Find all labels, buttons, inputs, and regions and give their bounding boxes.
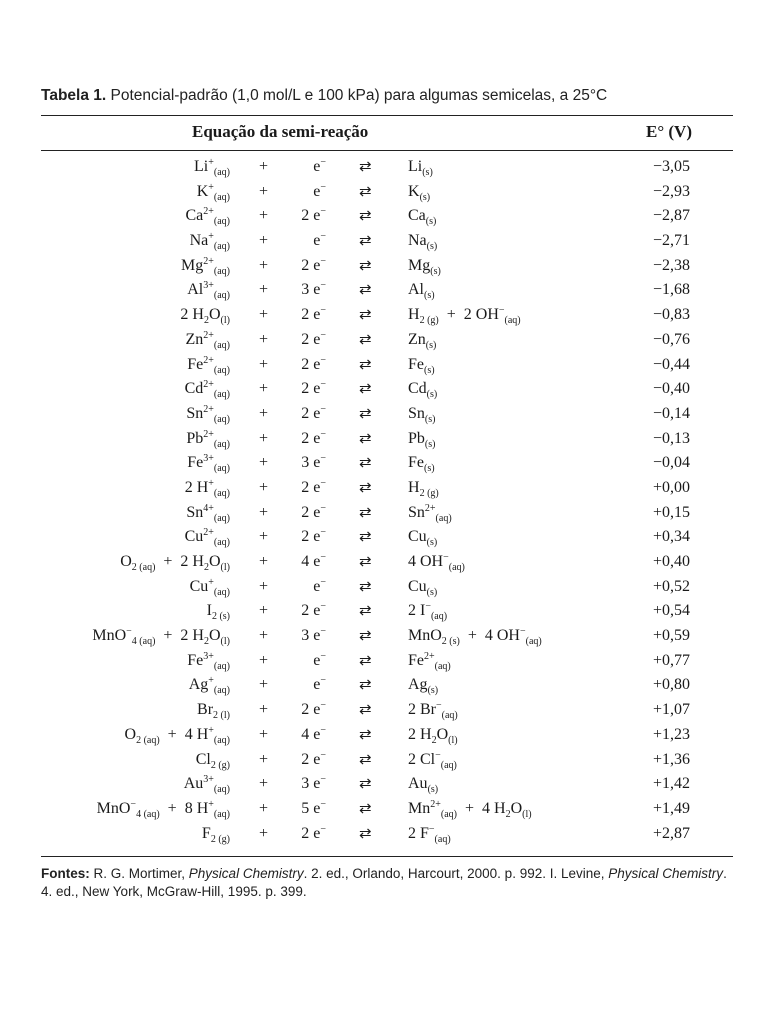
reactant-cell: $Zn^{2+}_{(aq)}$ xyxy=(185,329,230,351)
equilibrium-arrow-icon: ⇄ xyxy=(359,726,372,743)
electrons-cell: 2 e− xyxy=(301,206,326,225)
potential-cell: +0,54 xyxy=(652,602,690,620)
reactant-cell: $Fe^{2+}_{(aq)}$ xyxy=(187,354,230,376)
equilibrium-arrow-icon: ⇄ xyxy=(359,751,372,768)
reactant-cell: MnO−$_{4 (aq)}$ + 8 $H^+_{(aq)}$ xyxy=(96,798,230,820)
table-row xyxy=(0,698,768,723)
potential-cell: +0,00 xyxy=(652,478,690,496)
plus-sign: + xyxy=(259,775,269,793)
sources-note xyxy=(41,865,741,901)
product-cell: 4 $OH^-_{(aq)}$ xyxy=(408,552,465,573)
equilibrium-arrow-icon: ⇄ xyxy=(359,529,372,546)
equilibrium-arrow-icon: ⇄ xyxy=(359,504,372,521)
table-row xyxy=(0,624,768,649)
electrons-cell: 3 e− xyxy=(301,453,326,472)
reactant-cell: $Cd^{2+}_{(aq)}$ xyxy=(184,379,230,401)
product-cell: $Au_{(s)}$ xyxy=(408,775,439,796)
plus-sign: + xyxy=(259,799,269,817)
plus-sign: + xyxy=(259,553,269,570)
table-row xyxy=(0,525,768,550)
reactant-cell: $Sn^{2+}_{(aq)}$ xyxy=(186,403,230,425)
equilibrium-arrow-icon: ⇄ xyxy=(359,405,372,422)
table-body xyxy=(0,155,768,846)
reactant-cell: $Sn^{4+}_{(aq)}$ xyxy=(186,502,230,524)
electrons-cell: 2 e− xyxy=(301,403,326,422)
reactant-cell: $O_{2 (aq)} + 4$ $H^+_{(aq)}$ xyxy=(124,724,230,746)
plus-sign: + xyxy=(259,701,269,719)
potential-cell: −2,93 xyxy=(652,182,690,200)
table-row xyxy=(0,822,768,847)
plus-sign: + xyxy=(259,478,269,496)
table-row xyxy=(0,254,768,279)
reactant-cell: $Cu^{2+}_{(aq)}$ xyxy=(184,527,230,549)
equilibrium-arrow-icon: ⇄ xyxy=(359,554,372,570)
potential-cell: −1,68 xyxy=(652,281,690,299)
equilibrium-arrow-icon: ⇄ xyxy=(359,800,372,817)
table-row xyxy=(0,673,768,698)
table-row xyxy=(0,797,768,822)
equilibrium-arrow-icon: ⇄ xyxy=(359,257,372,274)
product-cell: $Pb_{(s)}$ xyxy=(408,429,436,450)
product-cell: $Al_{(s)}$ xyxy=(408,281,435,302)
caption-label: Tabela 1. xyxy=(41,87,107,104)
potential-cell: −2,38 xyxy=(652,256,690,274)
potential-cell: −0,40 xyxy=(652,380,690,398)
equilibrium-arrow-icon: ⇄ xyxy=(359,677,372,694)
electrons-cell: e− xyxy=(313,675,326,694)
reactant-cell: $K^+_{(aq)}$ xyxy=(196,181,230,203)
product-cell: $H_{2 (g)}$ xyxy=(408,478,439,499)
potential-cell: −0,14 xyxy=(652,404,690,422)
reactant-cell: MnO−$_{4 (aq)}$ + 2 $H_2O_{(l)}$ xyxy=(92,626,230,648)
equilibrium-arrow-icon: ⇄ xyxy=(359,233,372,250)
electrons-cell: 2 e− xyxy=(301,823,326,842)
plus-sign: + xyxy=(259,281,269,299)
plus-sign: + xyxy=(259,158,269,175)
potential-cell: +0,59 xyxy=(652,627,690,645)
product-cell: 2 $F^-_{(aq)}$ xyxy=(408,823,451,845)
potential-cell: +1,36 xyxy=(652,750,690,768)
potential-cell: +1,42 xyxy=(652,775,690,793)
table-row xyxy=(0,575,768,600)
table-row xyxy=(0,278,768,303)
electrons-cell: 4 e− xyxy=(301,724,326,743)
potential-cell: +1,23 xyxy=(652,725,690,743)
product-cell: $Fe^{2+}_{(aq)}$ xyxy=(408,650,451,672)
equilibrium-arrow-icon: ⇄ xyxy=(359,307,372,324)
electrons-cell: 2 e− xyxy=(301,700,326,719)
potential-cell: −2,71 xyxy=(652,232,690,250)
table-row xyxy=(0,303,768,328)
table-row xyxy=(0,599,768,624)
table-caption xyxy=(41,87,607,105)
product-cell: 2 $Cl^-_{(aq)}$ xyxy=(408,749,457,771)
plus-sign: + xyxy=(259,404,269,422)
product-cell: $Mn^{2+}_{(aq)} + 4$ $H_2O_{(l)}$ xyxy=(408,798,532,820)
plus-sign: + xyxy=(259,330,269,348)
electrons-cell: 2 e− xyxy=(301,379,326,398)
electrons-cell: 2 e− xyxy=(301,477,326,496)
reactant-cell: $Al^{3+}_{(aq)}$ xyxy=(187,280,230,302)
product-cell: MnO$_{2 (s)}$ + 4 $OH^-_{(aq)}$ xyxy=(408,626,542,648)
potential-cell: +1,07 xyxy=(652,701,690,719)
table-row xyxy=(0,451,768,476)
table-row xyxy=(0,723,768,748)
sources-title-2: Physical Chemistry xyxy=(608,866,724,881)
potential-cell: +0,15 xyxy=(652,503,690,521)
caption-text: Potencial-padrão (1,0 mol/L e 100 kPa) para algumas semicelas, a 25°C xyxy=(110,87,608,104)
product-cell: 2 $H_2O_{(l)}$ xyxy=(408,725,458,746)
plus-sign: + xyxy=(259,454,269,472)
equilibrium-arrow-icon: ⇄ xyxy=(359,381,372,398)
electrons-cell: e− xyxy=(313,576,326,595)
product-cell: $Cd_{(s)}$ xyxy=(408,380,438,401)
equilibrium-arrow-icon: ⇄ xyxy=(359,479,372,496)
plus-sign: + xyxy=(259,577,269,595)
potential-cell: −0,76 xyxy=(652,330,690,348)
plus-sign: + xyxy=(259,602,269,620)
equilibrium-arrow-icon: ⇄ xyxy=(359,208,372,225)
table-row xyxy=(0,229,768,254)
equilibrium-arrow-icon: ⇄ xyxy=(359,702,372,719)
header-equation: Equação da semi-reação xyxy=(192,122,369,141)
plus-sign: + xyxy=(259,651,269,669)
reactant-cell: $Pb^{2+}_{(aq)}$ xyxy=(186,428,230,450)
electrons-cell: 2 e− xyxy=(301,329,326,348)
potential-cell: +0,34 xyxy=(652,528,690,546)
plus-sign: + xyxy=(259,232,269,250)
table-row xyxy=(0,748,768,773)
reactant-cell: $Cu^+_{(aq)}$ xyxy=(189,576,230,598)
equilibrium-arrow-icon: ⇄ xyxy=(359,455,372,472)
reactant-cell: $Na^+_{(aq)}$ xyxy=(189,231,230,253)
table-row xyxy=(0,377,768,402)
equilibrium-arrow-icon: ⇄ xyxy=(359,578,372,595)
reactant-cell: $F_{2 (g)}$ xyxy=(201,824,230,845)
plus-sign: + xyxy=(259,355,269,373)
product-cell: $K_{(s)}$ xyxy=(408,182,431,203)
reactant-cell: $Au^{3+}_{(aq)}$ xyxy=(183,774,230,796)
equilibrium-arrow-icon: ⇄ xyxy=(359,430,372,447)
table-row xyxy=(0,649,768,674)
potential-cell: −3,05 xyxy=(652,158,690,175)
plus-sign: + xyxy=(259,182,269,200)
electrons-cell: 2 e− xyxy=(301,305,326,324)
product-cell: $Sn^{2+}_{(aq)}$ xyxy=(408,502,452,524)
electrons-cell: 2 e− xyxy=(301,502,326,521)
reactant-cell: $Br_{2 (l)}$ xyxy=(197,701,230,722)
reactant-cell: $Ag^+_{(aq)}$ xyxy=(188,675,230,697)
table-row xyxy=(0,476,768,501)
plus-sign: + xyxy=(259,380,269,398)
product-cell: $Ca_{(s)}$ xyxy=(408,207,437,228)
potential-cell: −2,87 xyxy=(652,207,690,225)
plus-sign: + xyxy=(259,824,269,842)
equilibrium-arrow-icon: ⇄ xyxy=(359,776,372,793)
reactant-cell: $I_{2 (s)}$ xyxy=(206,602,230,623)
potential-cell: −0,04 xyxy=(652,454,690,472)
equilibrium-arrow-icon: ⇄ xyxy=(359,652,372,669)
reactant-cell: $Fe^{3+}_{(aq)}$ xyxy=(187,453,230,475)
equilibrium-arrow-icon: ⇄ xyxy=(359,282,372,299)
product-cell: 2 $Br^-_{(aq)}$ xyxy=(408,700,458,722)
potential-cell: +0,52 xyxy=(652,577,690,595)
electrons-cell: 2 e− xyxy=(301,428,326,447)
product-cell: $Cu_{(s)}$ xyxy=(408,577,438,598)
electrons-cell: 2 e− xyxy=(301,601,326,620)
electrons-cell: e− xyxy=(313,650,326,669)
potential-cell: +0,80 xyxy=(652,676,690,694)
product-cell: $Ag_{(s)}$ xyxy=(408,676,439,697)
reactant-cell: $Fe^{3+}_{(aq)}$ xyxy=(187,650,230,672)
table-row xyxy=(0,204,768,229)
sources-label: Fontes: xyxy=(41,866,90,881)
table-row xyxy=(0,328,768,353)
product-cell: $Fe_{(s)}$ xyxy=(408,355,435,376)
reactant-cell: $O_{2 (aq)} + 2$ $H_2O_{(l)}$ xyxy=(120,553,230,573)
plus-sign: + xyxy=(259,676,269,694)
sources-text-2: . 2. ed., Orlando, Harcourt, 2000. p. 992. I. Levine, xyxy=(303,866,605,881)
equilibrium-arrow-icon: ⇄ xyxy=(359,825,372,842)
equilibrium-arrow-icon: ⇄ xyxy=(359,356,372,373)
top-rule xyxy=(41,115,733,116)
plus-sign: + xyxy=(259,750,269,768)
header-rule xyxy=(41,150,733,151)
equilibrium-arrow-icon: ⇄ xyxy=(359,159,372,175)
reactant-cell: $Cl_{2 (g)}$ xyxy=(195,750,230,771)
plus-sign: + xyxy=(259,306,269,324)
electrons-cell: 4 e− xyxy=(301,552,326,570)
sources-text-1: R. G. Mortimer, xyxy=(93,866,186,881)
reactant-cell: $Li^+_{(aq)}$ xyxy=(194,157,230,178)
product-cell: $Zn_{(s)}$ xyxy=(408,330,437,351)
electrons-cell: e− xyxy=(313,157,326,175)
plus-sign: + xyxy=(259,627,269,645)
product-cell: $Sn_{(s)}$ xyxy=(408,404,436,425)
plus-sign: + xyxy=(259,256,269,274)
product-cell: $H_{2 (g)} + 2$ $OH^-_{(aq)}$ xyxy=(408,305,521,327)
electrons-cell: 2 e− xyxy=(301,749,326,768)
product-cell: $Fe_{(s)}$ xyxy=(408,454,435,475)
electrons-cell: 3 e− xyxy=(301,774,326,793)
table-row xyxy=(0,772,768,797)
potential-cell: +0,40 xyxy=(652,553,690,570)
electrons-cell: e− xyxy=(313,181,326,200)
electrons-cell: 3 e− xyxy=(301,626,326,645)
reactant-cell: 2 $H_2O_{(l)}$ xyxy=(180,306,230,327)
reactant-cell: $Mg^{2+}_{(aq)}$ xyxy=(181,255,230,277)
equilibrium-arrow-icon: ⇄ xyxy=(359,331,372,348)
table-row xyxy=(0,427,768,452)
table-row xyxy=(0,180,768,205)
table-row xyxy=(0,155,768,180)
product-cell: 2 $I^-_{(aq)}$ xyxy=(408,601,448,623)
electrons-cell: 2 e− xyxy=(301,255,326,274)
electrons-cell: 5 e− xyxy=(301,798,326,817)
plus-sign: + xyxy=(259,528,269,546)
reactant-cell: $Ca^{2+}_{(aq)}$ xyxy=(185,206,230,228)
potential-cell: +2,87 xyxy=(652,824,690,842)
equilibrium-arrow-icon: ⇄ xyxy=(359,603,372,620)
table-row xyxy=(0,402,768,427)
product-cell: $Na_{(s)}$ xyxy=(408,232,438,253)
product-cell: $Li_{(s)}$ xyxy=(408,158,433,178)
bottom-rule xyxy=(41,856,733,857)
sources-title-1: Physical Chemistry xyxy=(188,866,304,881)
potential-cell: −0,83 xyxy=(652,306,690,324)
electrons-cell: 3 e− xyxy=(301,280,326,299)
plus-sign: + xyxy=(259,503,269,521)
product-cell: $Mg_{(s)}$ xyxy=(408,256,441,277)
potential-cell: −0,44 xyxy=(652,355,690,373)
potential-cell: +0,77 xyxy=(652,651,690,669)
table-row xyxy=(0,501,768,526)
equilibrium-arrow-icon: ⇄ xyxy=(359,628,372,645)
table-row xyxy=(0,353,768,378)
plus-sign: + xyxy=(259,725,269,743)
header-potential: E° (V) xyxy=(646,122,692,141)
electrons-cell: 2 e− xyxy=(301,354,326,373)
plus-sign: + xyxy=(259,207,269,225)
equilibrium-arrow-icon: ⇄ xyxy=(359,183,372,200)
electrons-cell: 2 e− xyxy=(301,527,326,546)
electrons-cell: e− xyxy=(313,231,326,250)
sources-text-3: . 4. ed., New York, McGraw-Hill, 1995. p. 399. xyxy=(41,866,727,899)
table-row xyxy=(0,550,768,575)
potential-cell: +1,49 xyxy=(652,799,690,817)
reactant-cell: 2 $H^+_{(aq)}$ xyxy=(184,477,230,499)
potential-cell: −0,13 xyxy=(652,429,690,447)
plus-sign: + xyxy=(259,429,269,447)
product-cell: $Cu_{(s)}$ xyxy=(408,528,438,549)
